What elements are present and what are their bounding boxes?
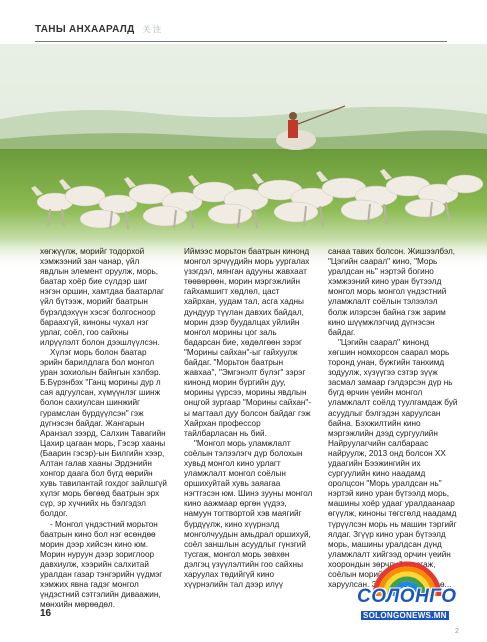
article-paragraph: хөгжүүлж, морийг тодорхой хэмжээний зан чанар, үйл явдлын элемент оруулж, морь, баатар хоёр бие сүлдэр шиг нэгэн оршин, хамтдаа баатарлаг үйл бүтээж, морийг баатрын бүрэлдэхүүн хэсэг болгосноор бараахгүй, киноны чухал нэг урлаг, соёл, гоо сайхны илрүүлэлт болон дээшлүүлсэн. [40,247,165,347]
logo-word: СОЛОНГО [357,586,457,607]
article-paragraph: Иймээс морьтон баатрын кинонд монгол эрчүүдийн морь уургалах үзэгдэл, мянган адууны жавхаат төөвөрөөн, морин мэргэжлийн гайхамшигт хөдлөл, цаст хайрхан, уудам тал, асга хадны дундуур түүлан давхих байдал, морин дээр буудалцах уйлийн монгол морины цог заль бадарсан бие, хөдөлгөөн зэрэг "Морины сайхан"-ыг гайхуулж байдаг. "Морьтон баатрын жавхаа", "Эмгэнэлт бүлэг" зэрэг кинонд морин бүргийн дуу, морины үүрсээ, морины явдлын онцгой зургаар "Морины сайхан"-ы магтаал дуу болсон байдаг гэж Хайрхан профессор тайлбарласан нь бий. [184,247,312,438]
section-title: ТАНЫ АНХААРАЛД [35,24,135,35]
article-column-2 [184,247,314,612]
page-number: 16 [40,608,52,619]
horse-herd-photo [0,44,487,269]
article-paragraph: Хүлэг морь болон баатар эрийн барилдлага бол монгол уран зохиолын байнгын хэлбэр. Б.Бүрэнбэх "Ганц морины дур л сая адгуулсан, хүмүүнлэг шинж болон сахиулсан шинжийг гурамслан бүрдүүлсэн" гэж дүгнэсэн байдаг. Жангарын Аранзал зээрд, Салхин Тавагийн Цахир цагаан морь, Гэсэр хааны (Баарин гэсэр)-ын Билгийн хээр, Алтан галав хааны Эрдэнийн хонгор даага бол бүгд өөрийн хувь тавилантай гохдог зайлшгүй хүлэг морь бөгөөд баатрын эрх сүр, эр хүчнийх нь бэлгэдэл болдог. [40,347,167,519]
corner-text: 2 [455,628,459,635]
page-header [35,24,447,42]
article-paragraph: санаа тавих болсон. Жишээлбэл, "Цэгийн саарал" кино, "Морь уралдсан нь" нэртэй богино хэмжээний кино уран бүтээлд монгол морь монгол үндэстний уламжлалт соёлын тэлээлэл болж илэрсэн байна гэж зарим кино шүүмжлэгчид дүгнэсэн байдаг. [328,247,456,337]
section-subtitle: 关 注 [142,25,162,34]
article-paragraph: "Монгол морь уламжлалт соёлын тэлээлэгч дүр болохын хувьд монгол кино урлагт уламжлалт монгол соёлын оршихуйтай хувь заяагаа нэгтгэсэн юм. Шинэ зууны монгол кино аажмаар өргөн үүдээ, намуун тогтвортой хэв маягийг бүрдүүлж, кино хүүрнэлд монголчуудын амьдрал оршихуй, соёл заншлын асуудлыг гүнзгий тусгаж, монгол морь зөвхөн дэлгэц үзүүлэлтийн гоо сайхны харуулах төдийгүй кино хүүрнэлийн тал дээр илүү [184,438,313,590]
article-column-1 [40,247,170,612]
article-paragraph: "Цэгийн саарал" кинонд хөгшин номхорсон саарал морь торонд унан, бүжгийн танхимд зодуулж, хүзүүгээ сэтэр зүүж засмал замаар гэлдэрсэн дүр нь бүгд өрчин үеийн монгол уламжлалт соёлд туулгамдаж буй асуудлыг бэлгэдэн харуулсан байна. Бэхжилтийн кино мэргэжлийн дээд сургуулийн Найруулагчийн салбараас найруулж, 2013 онд болсон XX удаагийн Бээжингийн их сургуулийн кино наадамд оролцсон "Морь уралдсан нь" нэртэй кино уран бүтээлд морь, машины хоёр удааг уралдаанаар өгүүлж, киноны төгсгөлд наадамд түрүүлсэн морь нь машин тэргийг ялдаг. Згүүр кино уран бүтээлд морь, машины уралдсан дүнд уламжлалт хийгээд орчин үеийн хоорондын зөрчлийг тусгаж, соёлын морийг элдэхэргэн харуулсан. Энэ мөрөөдлөөрөө... [328,337,458,590]
solongo-watermark-logo [347,556,467,636]
article-paragraph: - Монгол үндэстний морьтон баатрын кино бол нэг өсөндөө морин дээр хийсэн кино юм. Морин нуруун дээр зориглоор давхиулж, хээрийн салхитай уралдан газар тэнгэрийн үүдмэг хэмжих явна гадэг монгол үндэстний сэтгэлийн диваажин, мөнхийн мөрөөдөл. [40,519,163,610]
header-rule [35,41,447,42]
logo-url: SOLONGONEWS.MN [363,611,447,620]
